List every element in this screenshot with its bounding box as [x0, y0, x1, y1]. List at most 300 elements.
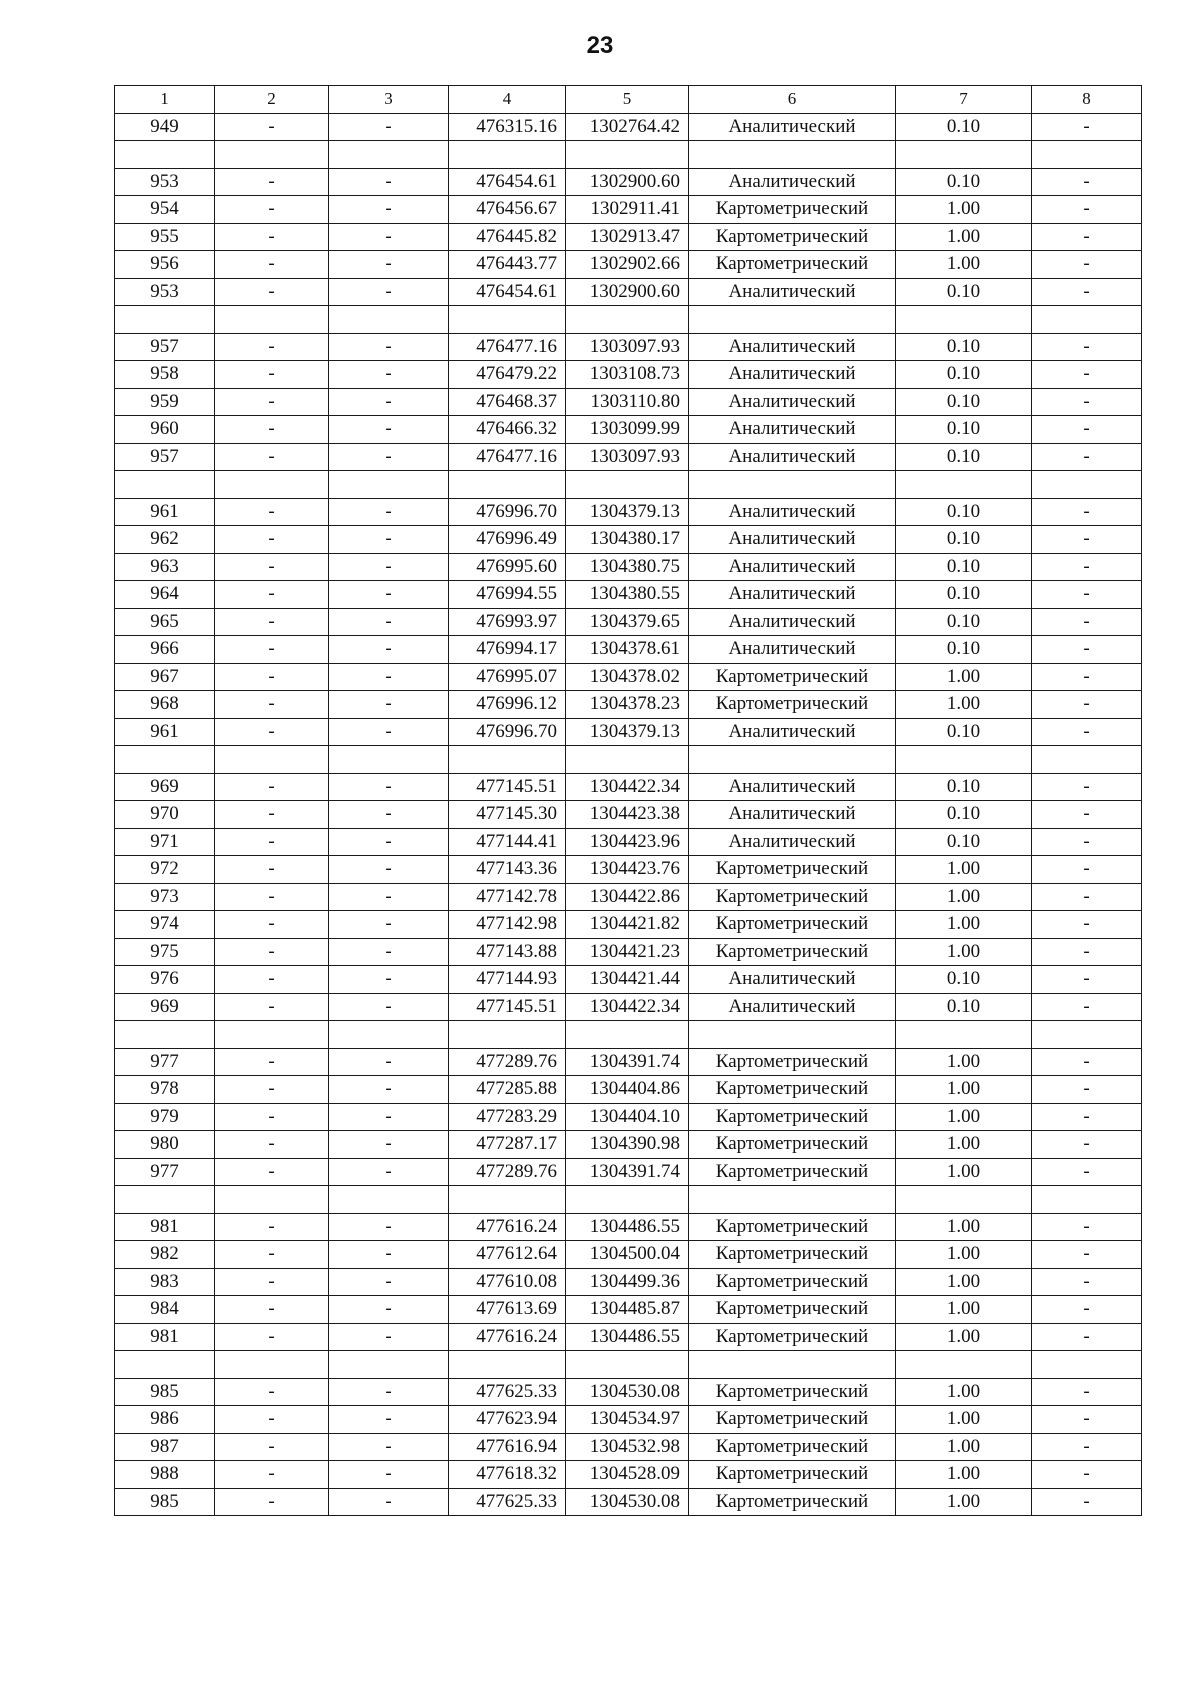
col2-cell: -: [215, 993, 329, 1021]
column-header: 6: [689, 86, 896, 114]
col8-cell: -: [1032, 1158, 1142, 1186]
col8-cell: -: [1032, 1406, 1142, 1434]
column-header: 1: [115, 86, 215, 114]
y-coordinate-cell: 1304404.10: [566, 1103, 689, 1131]
point-number-cell: 978: [115, 1076, 215, 1104]
table-row: [115, 1076, 1142, 1104]
table-row: [115, 1048, 1142, 1076]
x-coordinate-cell: 477144.41: [449, 828, 566, 856]
col8-cell: -: [1032, 443, 1142, 471]
col8-cell: [1032, 1021, 1142, 1049]
accuracy-cell: 1.00: [896, 1378, 1032, 1406]
col2-cell: -: [215, 883, 329, 911]
point-number-cell: 956: [115, 251, 215, 279]
table-row: [115, 1213, 1142, 1241]
y-coordinate-cell: 1304485.87: [566, 1296, 689, 1324]
method-cell: Аналитический: [689, 333, 896, 361]
y-coordinate-cell: 1304422.34: [566, 993, 689, 1021]
x-coordinate-cell: 477623.94: [449, 1406, 566, 1434]
column-header: 2: [215, 86, 329, 114]
col8-cell: -: [1032, 1048, 1142, 1076]
col3-cell: -: [329, 773, 449, 801]
col3-cell: -: [329, 1488, 449, 1516]
accuracy-cell: [896, 306, 1032, 334]
col8-cell: -: [1032, 828, 1142, 856]
col2-cell: [215, 471, 329, 499]
method-cell: [689, 141, 896, 169]
point-number-cell: 957: [115, 443, 215, 471]
point-number-cell: 967: [115, 663, 215, 691]
y-coordinate-cell: 1304534.97: [566, 1406, 689, 1434]
accuracy-cell: 0.10: [896, 526, 1032, 554]
col8-cell: -: [1032, 938, 1142, 966]
col2-cell: [215, 141, 329, 169]
table-row: [115, 581, 1142, 609]
method-cell: [689, 1351, 896, 1379]
accuracy-cell: 1.00: [896, 251, 1032, 279]
table-row: [115, 1296, 1142, 1324]
col3-cell: -: [329, 636, 449, 664]
method-cell: Картометрический: [689, 1213, 896, 1241]
col2-cell: -: [215, 1131, 329, 1159]
table-row: [115, 1323, 1142, 1351]
col3-cell: -: [329, 1241, 449, 1269]
method-cell: Аналитический: [689, 526, 896, 554]
col3-cell: -: [329, 526, 449, 554]
y-coordinate-cell: [566, 306, 689, 334]
point-number-cell: 965: [115, 608, 215, 636]
table-row: [115, 966, 1142, 994]
method-cell: [689, 471, 896, 499]
accuracy-cell: 1.00: [896, 1158, 1032, 1186]
method-cell: Картометрический: [689, 663, 896, 691]
accuracy-cell: 1.00: [896, 196, 1032, 224]
point-number-cell: 960: [115, 416, 215, 444]
table-row: [115, 856, 1142, 884]
col8-cell: -: [1032, 388, 1142, 416]
y-coordinate-cell: 1304379.13: [566, 498, 689, 526]
table-row: [115, 553, 1142, 581]
col8-cell: -: [1032, 1268, 1142, 1296]
col3-cell: -: [329, 691, 449, 719]
method-cell: Картометрический: [689, 1296, 896, 1324]
table-row: [115, 196, 1142, 224]
col2-cell: -: [215, 938, 329, 966]
method-cell: Картометрический: [689, 883, 896, 911]
col2-cell: -: [215, 1076, 329, 1104]
point-number-cell: [115, 1186, 215, 1214]
accuracy-cell: 1.00: [896, 1213, 1032, 1241]
method-cell: Картометрический: [689, 1241, 896, 1269]
accuracy-cell: 0.10: [896, 581, 1032, 609]
x-coordinate-cell: 477610.08: [449, 1268, 566, 1296]
accuracy-cell: 1.00: [896, 1488, 1032, 1516]
table-row: [115, 911, 1142, 939]
accuracy-cell: [896, 746, 1032, 774]
col8-cell: -: [1032, 773, 1142, 801]
col3-cell: -: [329, 1378, 449, 1406]
column-number-header-row: [115, 86, 1142, 114]
table-row: [115, 718, 1142, 746]
point-number-cell: 977: [115, 1158, 215, 1186]
x-coordinate-cell: 477283.29: [449, 1103, 566, 1131]
y-coordinate-cell: 1304391.74: [566, 1048, 689, 1076]
col2-cell: -: [215, 251, 329, 279]
table-row: [115, 663, 1142, 691]
table-row: [115, 1433, 1142, 1461]
accuracy-cell: 1.00: [896, 1131, 1032, 1159]
y-coordinate-cell: 1304530.08: [566, 1488, 689, 1516]
table-row: [115, 828, 1142, 856]
col3-cell: [329, 306, 449, 334]
y-coordinate-cell: 1303099.99: [566, 416, 689, 444]
x-coordinate-cell: 476996.12: [449, 691, 566, 719]
col8-cell: -: [1032, 361, 1142, 389]
col2-cell: -: [215, 1323, 329, 1351]
y-coordinate-cell: 1304421.44: [566, 966, 689, 994]
x-coordinate-cell: 476996.49: [449, 526, 566, 554]
method-cell: Картометрический: [689, 1433, 896, 1461]
method-cell: Картометрический: [689, 1131, 896, 1159]
method-cell: Картометрический: [689, 1488, 896, 1516]
column-header: 5: [566, 86, 689, 114]
col8-cell: -: [1032, 416, 1142, 444]
column-header: 7: [896, 86, 1032, 114]
col2-cell: -: [215, 1048, 329, 1076]
table-row: [115, 251, 1142, 279]
method-cell: Картометрический: [689, 1378, 896, 1406]
y-coordinate-cell: 1304390.98: [566, 1131, 689, 1159]
method-cell: Картометрический: [689, 1461, 896, 1489]
y-coordinate-cell: 1304421.23: [566, 938, 689, 966]
table-row: [115, 608, 1142, 636]
x-coordinate-cell: 477143.88: [449, 938, 566, 966]
col2-cell: -: [215, 1488, 329, 1516]
method-cell: Картометрический: [689, 251, 896, 279]
y-coordinate-cell: 1304422.86: [566, 883, 689, 911]
y-coordinate-cell: 1304528.09: [566, 1461, 689, 1489]
point-number-cell: 985: [115, 1488, 215, 1516]
col8-cell: -: [1032, 966, 1142, 994]
point-number-cell: 958: [115, 361, 215, 389]
x-coordinate-cell: 476996.70: [449, 718, 566, 746]
accuracy-cell: 1.00: [896, 1323, 1032, 1351]
y-coordinate-cell: [566, 471, 689, 499]
y-coordinate-cell: [566, 1021, 689, 1049]
col8-cell: -: [1032, 883, 1142, 911]
accuracy-cell: 0.10: [896, 278, 1032, 306]
col2-cell: -: [215, 856, 329, 884]
col2-cell: -: [215, 443, 329, 471]
col2-cell: [215, 1351, 329, 1379]
col3-cell: -: [329, 196, 449, 224]
x-coordinate-cell: 477285.88: [449, 1076, 566, 1104]
accuracy-cell: 1.00: [896, 1048, 1032, 1076]
column-header: 3: [329, 86, 449, 114]
y-coordinate-cell: 1304500.04: [566, 1241, 689, 1269]
col3-cell: -: [329, 856, 449, 884]
col8-cell: -: [1032, 993, 1142, 1021]
col2-cell: -: [215, 1461, 329, 1489]
accuracy-cell: 1.00: [896, 911, 1032, 939]
y-coordinate-cell: 1304380.55: [566, 581, 689, 609]
table-row: [115, 691, 1142, 719]
col2-cell: -: [215, 553, 329, 581]
y-coordinate-cell: 1304532.98: [566, 1433, 689, 1461]
method-cell: Аналитический: [689, 801, 896, 829]
col8-cell: -: [1032, 278, 1142, 306]
method-cell: Картометрический: [689, 1076, 896, 1104]
col8-cell: -: [1032, 1241, 1142, 1269]
col3-cell: [329, 1021, 449, 1049]
y-coordinate-cell: 1303108.73: [566, 361, 689, 389]
point-number-cell: 975: [115, 938, 215, 966]
x-coordinate-cell: 476454.61: [449, 278, 566, 306]
x-coordinate-cell: 476315.16: [449, 113, 566, 141]
col2-cell: -: [215, 498, 329, 526]
method-cell: Аналитический: [689, 608, 896, 636]
y-coordinate-cell: 1302900.60: [566, 278, 689, 306]
accuracy-cell: 0.10: [896, 333, 1032, 361]
col8-cell: [1032, 746, 1142, 774]
y-coordinate-cell: 1304423.38: [566, 801, 689, 829]
point-number-cell: [115, 1351, 215, 1379]
table-row: [115, 498, 1142, 526]
col2-cell: -: [215, 168, 329, 196]
x-coordinate-cell: 477616.24: [449, 1323, 566, 1351]
method-cell: Картометрический: [689, 938, 896, 966]
col8-cell: -: [1032, 856, 1142, 884]
col2-cell: -: [215, 773, 329, 801]
y-coordinate-cell: 1304379.13: [566, 718, 689, 746]
col8-cell: -: [1032, 636, 1142, 664]
method-cell: Картометрический: [689, 1406, 896, 1434]
method-cell: Картометрический: [689, 223, 896, 251]
col3-cell: -: [329, 223, 449, 251]
accuracy-cell: 1.00: [896, 1241, 1032, 1269]
method-cell: Аналитический: [689, 113, 896, 141]
table-body: [115, 86, 1142, 1516]
y-coordinate-cell: 1302902.66: [566, 251, 689, 279]
method-cell: Картометрический: [689, 856, 896, 884]
separator-row: [115, 1186, 1142, 1214]
x-coordinate-cell: 477289.76: [449, 1048, 566, 1076]
point-number-cell: 977: [115, 1048, 215, 1076]
col3-cell: -: [329, 416, 449, 444]
col3-cell: -: [329, 1213, 449, 1241]
col3-cell: -: [329, 361, 449, 389]
x-coordinate-cell: 476994.17: [449, 636, 566, 664]
col3-cell: -: [329, 443, 449, 471]
col8-cell: -: [1032, 1076, 1142, 1104]
x-coordinate-cell: 477142.78: [449, 883, 566, 911]
method-cell: Аналитический: [689, 416, 896, 444]
col3-cell: -: [329, 1268, 449, 1296]
col8-cell: -: [1032, 526, 1142, 554]
x-coordinate-cell: [449, 1021, 566, 1049]
point-number-cell: 987: [115, 1433, 215, 1461]
x-coordinate-cell: 477287.17: [449, 1131, 566, 1159]
table-row: [115, 1488, 1142, 1516]
accuracy-cell: 0.10: [896, 168, 1032, 196]
accuracy-cell: 1.00: [896, 1461, 1032, 1489]
column-header: 8: [1032, 86, 1142, 114]
method-cell: Аналитический: [689, 966, 896, 994]
col2-cell: -: [215, 911, 329, 939]
x-coordinate-cell: 477289.76: [449, 1158, 566, 1186]
col8-cell: -: [1032, 663, 1142, 691]
y-coordinate-cell: 1302900.60: [566, 168, 689, 196]
x-coordinate-cell: 477143.36: [449, 856, 566, 884]
col3-cell: -: [329, 388, 449, 416]
col3-cell: -: [329, 1461, 449, 1489]
table-row: [115, 1131, 1142, 1159]
col2-cell: -: [215, 113, 329, 141]
col8-cell: -: [1032, 223, 1142, 251]
accuracy-cell: 0.10: [896, 993, 1032, 1021]
col2-cell: -: [215, 1406, 329, 1434]
col2-cell: -: [215, 361, 329, 389]
accuracy-cell: 1.00: [896, 883, 1032, 911]
col8-cell: [1032, 471, 1142, 499]
method-cell: Картометрический: [689, 1048, 896, 1076]
col2-cell: -: [215, 1158, 329, 1186]
col2-cell: -: [215, 416, 329, 444]
point-number-cell: 963: [115, 553, 215, 581]
x-coordinate-cell: [449, 306, 566, 334]
separator-row: [115, 306, 1142, 334]
col8-cell: -: [1032, 1323, 1142, 1351]
col3-cell: -: [329, 911, 449, 939]
x-coordinate-cell: [449, 471, 566, 499]
accuracy-cell: 0.10: [896, 608, 1032, 636]
col3-cell: -: [329, 966, 449, 994]
accuracy-cell: 0.10: [896, 828, 1032, 856]
table-row: [115, 361, 1142, 389]
point-number-cell: 969: [115, 993, 215, 1021]
point-number-cell: 984: [115, 1296, 215, 1324]
col8-cell: -: [1032, 801, 1142, 829]
x-coordinate-cell: 477618.32: [449, 1461, 566, 1489]
separator-row: [115, 1021, 1142, 1049]
col2-cell: -: [215, 718, 329, 746]
col2-cell: -: [215, 581, 329, 609]
method-cell: Аналитический: [689, 278, 896, 306]
point-number-cell: 972: [115, 856, 215, 884]
table-row: [115, 883, 1142, 911]
col2-cell: -: [215, 1241, 329, 1269]
y-coordinate-cell: 1303097.93: [566, 443, 689, 471]
point-number-cell: 955: [115, 223, 215, 251]
col8-cell: -: [1032, 608, 1142, 636]
col8-cell: [1032, 306, 1142, 334]
point-number-cell: 964: [115, 581, 215, 609]
col3-cell: [329, 141, 449, 169]
point-number-cell: 985: [115, 1378, 215, 1406]
col3-cell: -: [329, 1076, 449, 1104]
method-cell: Аналитический: [689, 993, 896, 1021]
col3-cell: [329, 1351, 449, 1379]
table-row: [115, 416, 1142, 444]
method-cell: Аналитический: [689, 443, 896, 471]
method-cell: Аналитический: [689, 828, 896, 856]
point-number-cell: 953: [115, 168, 215, 196]
col3-cell: [329, 1186, 449, 1214]
col3-cell: -: [329, 828, 449, 856]
method-cell: Картометрический: [689, 1323, 896, 1351]
table-row: [115, 1158, 1142, 1186]
y-coordinate-cell: 1304378.23: [566, 691, 689, 719]
point-number-cell: 959: [115, 388, 215, 416]
method-cell: [689, 306, 896, 334]
y-coordinate-cell: [566, 746, 689, 774]
x-coordinate-cell: 476466.32: [449, 416, 566, 444]
method-cell: Аналитический: [689, 498, 896, 526]
col8-cell: [1032, 1186, 1142, 1214]
x-coordinate-cell: 477625.33: [449, 1488, 566, 1516]
accuracy-cell: [896, 1021, 1032, 1049]
table-row: [115, 773, 1142, 801]
point-number-cell: 986: [115, 1406, 215, 1434]
table-row: [115, 1406, 1142, 1434]
accuracy-cell: [896, 141, 1032, 169]
accuracy-cell: 0.10: [896, 113, 1032, 141]
y-coordinate-cell: 1304391.74: [566, 1158, 689, 1186]
col8-cell: -: [1032, 168, 1142, 196]
accuracy-cell: 1.00: [896, 1268, 1032, 1296]
col8-cell: -: [1032, 581, 1142, 609]
col8-cell: -: [1032, 1103, 1142, 1131]
accuracy-cell: 0.10: [896, 553, 1032, 581]
y-coordinate-cell: 1304378.61: [566, 636, 689, 664]
x-coordinate-cell: 477145.51: [449, 773, 566, 801]
x-coordinate-cell: 476993.97: [449, 608, 566, 636]
x-coordinate-cell: 477145.30: [449, 801, 566, 829]
col3-cell: -: [329, 1131, 449, 1159]
col2-cell: -: [215, 801, 329, 829]
col3-cell: -: [329, 608, 449, 636]
method-cell: Аналитический: [689, 718, 896, 746]
accuracy-cell: 0.10: [896, 361, 1032, 389]
point-number-cell: 949: [115, 113, 215, 141]
col8-cell: -: [1032, 1433, 1142, 1461]
x-coordinate-cell: 476996.70: [449, 498, 566, 526]
col2-cell: -: [215, 636, 329, 664]
accuracy-cell: 1.00: [896, 663, 1032, 691]
x-coordinate-cell: 477616.24: [449, 1213, 566, 1241]
accuracy-cell: 0.10: [896, 388, 1032, 416]
col3-cell: -: [329, 581, 449, 609]
y-coordinate-cell: 1304378.02: [566, 663, 689, 691]
accuracy-cell: 1.00: [896, 938, 1032, 966]
method-cell: Картометрический: [689, 1103, 896, 1131]
point-number-cell: 962: [115, 526, 215, 554]
table-row: [115, 1461, 1142, 1489]
col3-cell: -: [329, 993, 449, 1021]
y-coordinate-cell: 1304421.82: [566, 911, 689, 939]
point-number-cell: 961: [115, 498, 215, 526]
col2-cell: [215, 1021, 329, 1049]
column-header: 4: [449, 86, 566, 114]
method-cell: Картометрический: [689, 691, 896, 719]
col3-cell: -: [329, 938, 449, 966]
col3-cell: -: [329, 1323, 449, 1351]
col2-cell: -: [215, 608, 329, 636]
method-cell: Картометрический: [689, 1158, 896, 1186]
y-coordinate-cell: 1304499.36: [566, 1268, 689, 1296]
col2-cell: -: [215, 333, 329, 361]
table-row: [115, 801, 1142, 829]
